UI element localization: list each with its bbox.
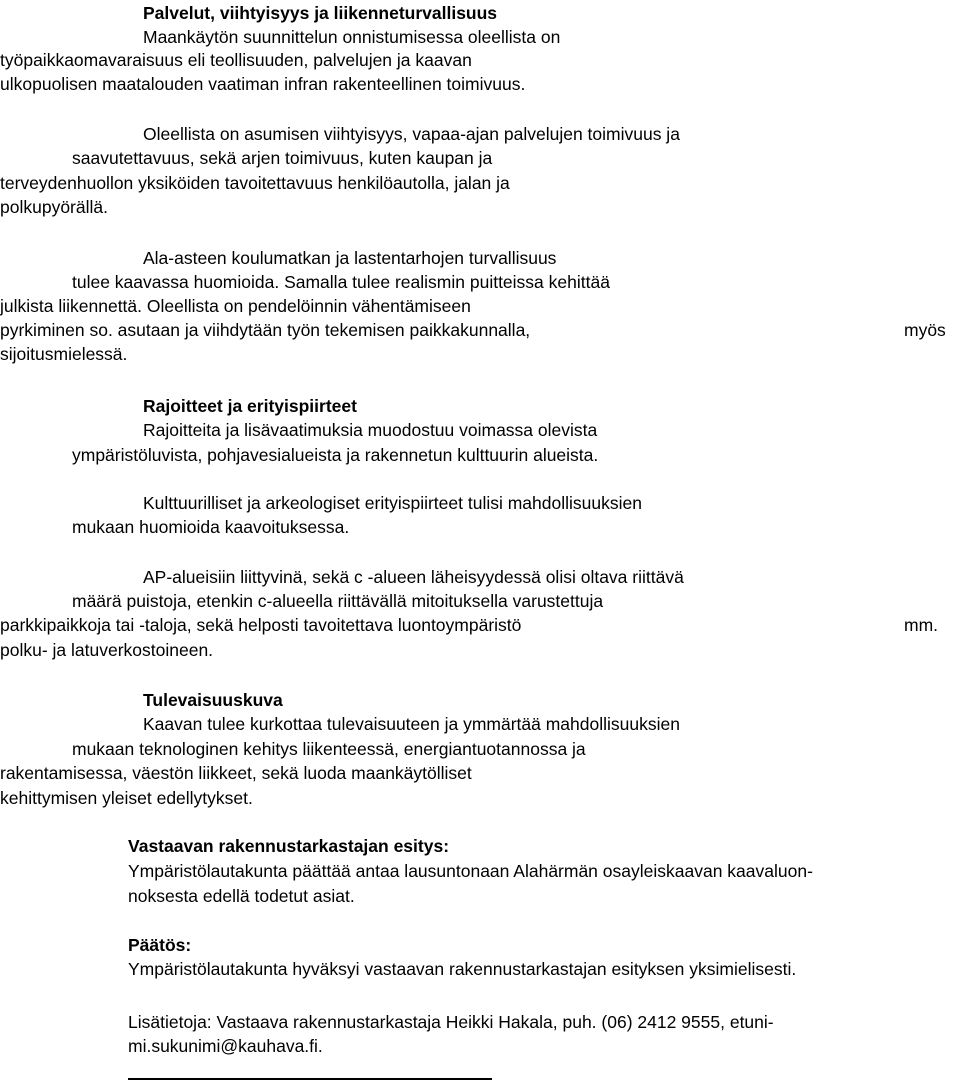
- paragraph-line: Kulttuurilliset ja arkeologiset erityispiirteet tulisi mahdollisuuksien: [143, 493, 642, 513]
- paragraph-line: ympäristöluvista, pohjavesialueista ja rakennetun kulttuurin alueista.: [72, 445, 599, 465]
- paragraph-line: sijoitusmielessä.: [0, 344, 128, 364]
- paragraph-line: polkupyörällä.: [0, 197, 108, 217]
- paragraph-line: saavutettavuus, sekä arjen toimivuus, kuten kaupan ja: [72, 148, 493, 168]
- paragraph-line: työpaikkaomavaraisuus eli teollisuuden, palvelujen ja kaavan: [0, 50, 472, 70]
- paragraph-line: Ala-asteen koulumatkan ja lastentarhojen turvallisuus: [143, 248, 557, 268]
- paragraph-line: mukaan teknologinen kehitys liikenteessä, energiantuotannossa ja: [72, 739, 586, 759]
- paragraph-line: Maankäytön suunnittelun onnistumisessa oleellista on: [143, 27, 561, 47]
- paragraph-line: mm.: [904, 615, 939, 635]
- paragraph-line: mukaan huomioida kaavoituksessa.: [72, 517, 350, 537]
- paragraph-line: parkkipaikkoja tai -taloja, sekä helposti tavoitettava luontoympäristö: [0, 615, 522, 635]
- paragraph-line: määrä puistoja, etenkin c-alueella riittävällä mitoituksella varustettuja: [72, 591, 604, 611]
- paragraph-line: kehittymisen yleiset edellytykset.: [0, 788, 253, 808]
- section-heading-future: Tulevaisuuskuva: [143, 690, 283, 710]
- proposal-line: noksesta edellä todetut asiat.: [128, 886, 355, 906]
- signature-rule: [128, 1078, 492, 1080]
- paragraph-line: Kaavan tulee kurkottaa tulevaisuuteen ja ymmärtää mahdollisuuksien: [143, 714, 680, 734]
- paragraph-line: ulkopuolisen maatalouden vaatiman infran rakenteellinen toimivuus.: [0, 74, 526, 94]
- paragraph-line: tulee kaavassa huomioida. Samalla tulee realismin puitteissa kehittää: [72, 272, 610, 292]
- paragraph-line: Rajoitteita ja lisävaatimuksia muodostuu voimassa olevista: [143, 420, 598, 440]
- paragraph-line: julkista liikennettä. Oleellista on pendelöinnin vähentämiseen: [0, 296, 471, 316]
- paragraph-line: AP-alueisiin liittyvinä, sekä c -alueen läheisyydessä olisi oltava riittävä: [143, 567, 684, 587]
- decision-heading: Päätös:: [128, 935, 192, 955]
- paragraph-line: myös: [904, 320, 946, 340]
- paragraph-line: Oleellista on asumisen viihtyisyys, vapaa-ajan palvelujen toimivuus ja: [143, 124, 680, 144]
- section-heading-restrictions: Rajoitteet ja erityispiirteet: [143, 396, 357, 416]
- info-line: mi.sukunimi@kauhava.fi.: [128, 1036, 323, 1056]
- info-line: Lisätietoja: Vastaava rakennustarkastaja Heikki Hakala, puh. (06) 2412 9555, etuni-: [128, 1012, 774, 1032]
- section-heading-services: Palvelut, viihtyisyys ja liikenneturvallisuus: [143, 3, 498, 23]
- proposal-line: Ympäristölautakunta päättää antaa lausuntonaan Alahärmän osayleiskaavan kaavaluon-: [128, 861, 813, 881]
- paragraph-line: polku- ja latuverkostoineen.: [0, 640, 214, 660]
- paragraph-line: rakentamisessa, väestön liikkeet, sekä luoda maankäytölliset: [0, 763, 472, 783]
- proposal-heading: Vastaavan rakennustarkastajan esitys:: [128, 836, 450, 856]
- paragraph-line: terveydenhuollon yksiköiden tavoitettavuus henkilöautolla, jalan ja: [0, 173, 510, 193]
- paragraph-line: pyrkiminen so. asutaan ja viihdytään työn tekemisen paikkakunnalla,: [0, 320, 531, 340]
- decision-text: Ympäristölautakunta hyväksyi vastaavan rakennustarkastajan esityksen yksimielisesti.: [128, 959, 797, 979]
